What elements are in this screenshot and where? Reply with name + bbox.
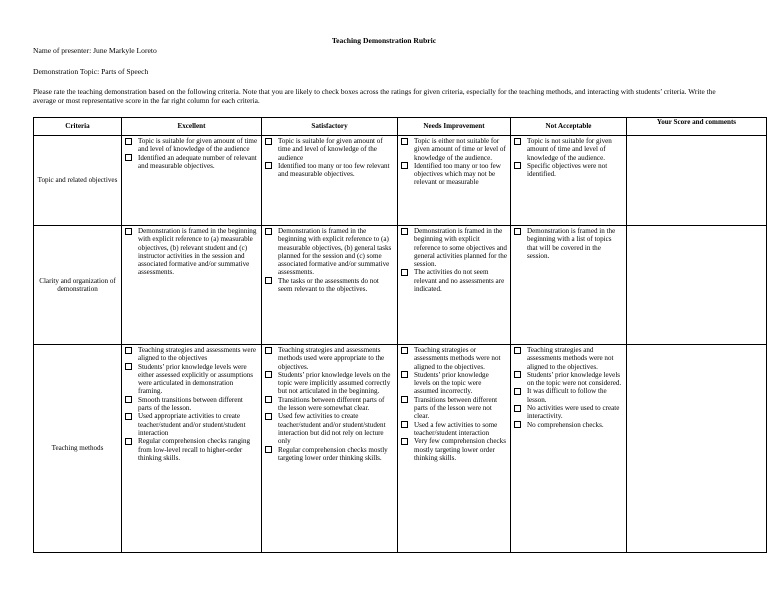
rubric-item <box>125 363 258 396</box>
checkbox[interactable] <box>125 363 132 370</box>
checkbox[interactable] <box>125 154 132 161</box>
header-criteria: Criteria <box>34 118 122 136</box>
rubric-row <box>34 226 767 345</box>
checkbox[interactable] <box>401 396 408 403</box>
checkbox[interactable] <box>265 396 272 403</box>
checkbox[interactable] <box>125 228 132 235</box>
checkbox[interactable] <box>265 446 272 453</box>
checkbox[interactable] <box>514 405 521 412</box>
rubric-item <box>401 162 507 187</box>
rubric-item-text: The tasks or the assessments do not seem relevant to the objectives. <box>278 276 379 294</box>
rubric-item <box>514 346 623 371</box>
checkbox[interactable] <box>401 421 408 428</box>
rubric-item-text: Topic is not suitable for given amount of time and level of knowledge of the audience. <box>527 137 612 162</box>
rubric-item-text: The activities do not seem relevant and no assessments are indicated. <box>414 268 505 294</box>
satisfactory-cell <box>262 136 398 226</box>
checkbox[interactable] <box>514 228 521 235</box>
header-needs-improvement: Needs Improvement <box>398 118 511 136</box>
checkbox[interactable] <box>125 438 132 445</box>
needs-improvement-cell <box>398 226 511 345</box>
rubric-item <box>514 421 623 429</box>
rubric-item-text: Teaching strategies or assessments methods were not aligned to the objectives. <box>414 346 501 371</box>
checkbox[interactable] <box>514 162 521 169</box>
rubric-item <box>401 437 507 462</box>
not-acceptable-cell <box>511 345 627 553</box>
rubric-item <box>514 371 623 388</box>
rubric-item-text: Students’ prior knowledge levels were either assessed explicitly or assumptions were articulated in demonstration framing. <box>138 362 254 396</box>
checkbox[interactable] <box>265 347 272 354</box>
rubric-item <box>125 227 258 277</box>
rubric-item <box>265 277 394 294</box>
checkbox[interactable] <box>401 438 408 445</box>
rubric-item <box>265 227 394 277</box>
needs-improvement-cell <box>398 345 511 553</box>
checkbox[interactable] <box>401 228 408 235</box>
checkbox[interactable] <box>514 138 521 145</box>
not-acceptable-cell <box>511 136 627 226</box>
rubric-item-text: Identified too many or too few relevant and measurable objectives. <box>278 161 390 179</box>
rubric-table <box>33 117 767 553</box>
rubric-item <box>125 137 258 154</box>
header-row <box>34 118 767 136</box>
checkbox[interactable] <box>265 277 272 284</box>
rubric-item-text: Transitions between different parts of the lesson were somewhat clear. <box>278 395 385 413</box>
checkbox[interactable] <box>265 162 272 169</box>
criteria-cell: Topic and related objectives <box>34 136 122 226</box>
needs-improvement-cell <box>398 136 511 226</box>
rubric-item <box>514 162 623 179</box>
rubric-item-text: Students’ prior knowledge levels on the topic were not considered. <box>527 370 622 388</box>
rubric-item-text: Used a few activities to some teacher/student interaction <box>414 420 498 437</box>
rubric-item <box>401 268 507 293</box>
rubric-item-text: Demonstration is framed in the beginning with a list of topics that will be covered in the session. <box>527 227 616 260</box>
rubric-item <box>265 162 394 179</box>
checkbox[interactable] <box>265 413 272 420</box>
rubric-item-text: Students’ prior knowledge levels on the topic were assumed incorrectly. <box>414 370 489 396</box>
rubric-item <box>401 371 507 396</box>
checkbox[interactable] <box>401 138 408 145</box>
rubric-item <box>401 421 507 438</box>
not-acceptable-cell <box>511 226 627 345</box>
rubric-item-text: Regular comprehension checks ranging from low-level recall to higher-order thinking skills. <box>138 437 251 462</box>
checkbox[interactable] <box>265 228 272 235</box>
rubric-item <box>125 437 258 462</box>
rubric-item-text: Demonstration is framed in the beginning with explicit reference to some objectives and general activities planned for the session. <box>414 227 507 269</box>
instructions: Please rate the teaching demonstration based on the following criteria. Note that you are likely to check boxes across the ratings for given criteria, especially for the teaching methods, and interacting with students’ criteria. Write the average or most representative score in the far right column for each criteria. <box>33 87 716 105</box>
rubric-item-text: Teaching strategies and assessments were aligned to the objectives <box>138 346 257 363</box>
rubric-item <box>265 137 394 162</box>
rubric-item <box>265 346 394 371</box>
rubric-item-text: Teaching strategies and assessments methods were not aligned to the objectives. <box>527 346 614 371</box>
rubric-item <box>514 227 623 260</box>
header-excellent: Excellent <box>122 118 262 136</box>
rubric-item <box>401 227 507 268</box>
rubric-item <box>401 137 507 162</box>
rubric-item <box>265 396 394 413</box>
checkbox[interactable] <box>514 421 521 428</box>
checkbox[interactable] <box>514 388 521 395</box>
rubric-item-text: Used appropriate activities to create teacher/student and/or student/student interaction <box>138 412 246 437</box>
rubric-item <box>514 137 623 162</box>
rubric-item <box>125 396 258 413</box>
checkbox[interactable] <box>514 371 521 378</box>
rubric-item <box>265 412 394 445</box>
excellent-cell <box>122 345 262 553</box>
rubric-item-text: Topic is suitable for given amount of time and level of knowledge of the audience <box>138 137 258 154</box>
rubric-item <box>125 154 258 171</box>
rubric-item-text: No comprehension checks. <box>527 420 604 429</box>
checkbox[interactable] <box>514 347 521 354</box>
rubric-item-text: Identified too many or too few objectives which may not be relevant or measurable <box>414 161 501 187</box>
rubric-item <box>514 387 623 404</box>
rubric-item-text: Transitions between different parts of the lesson were not clear. <box>414 395 498 421</box>
checkbox[interactable] <box>125 138 132 145</box>
rubric-item-text: Teaching strategies and assessments methods used were appropriate to the objectives. <box>278 346 385 371</box>
criteria-cell: Teaching methods <box>34 345 122 553</box>
header-score: Your Score and comments <box>627 118 767 136</box>
excellent-cell <box>122 136 262 226</box>
checkbox[interactable] <box>401 347 408 354</box>
rubric-row <box>34 136 767 226</box>
checkbox[interactable] <box>401 162 408 169</box>
rubric-item-text: Demonstration is framed in the beginning with explicit reference to (a) measurable objectives, (b) relevant student and (c) instructor activities in the session and associated formative and/or summative assessments. <box>138 227 257 277</box>
checkbox[interactable] <box>401 269 408 276</box>
topic-line: Demonstration Topic: Parts of Speech <box>33 67 149 76</box>
rubric-item <box>514 404 623 421</box>
rubric-item-text: Identified an adequate number of relevant and measurable objectives. <box>138 153 257 170</box>
rubric-row <box>34 345 767 553</box>
presenter-line: Name of presenter: June Markyle Loreto <box>33 46 157 55</box>
checkbox[interactable] <box>401 371 408 378</box>
satisfactory-cell <box>262 226 398 345</box>
rubric-item <box>265 446 394 463</box>
header-not-acceptable: Not Acceptable <box>511 118 627 136</box>
rubric-item-text: It was difficult to follow the lesson. <box>527 387 607 404</box>
rubric-item-text: Very few comprehension checks mostly targeting lower order thinking skills. <box>414 437 506 462</box>
checkbox[interactable] <box>125 347 132 354</box>
header-satisfactory: Satisfactory <box>262 118 398 136</box>
score-cell[interactable] <box>627 345 767 553</box>
rubric-item-text: Topic is either not suitable for given amount of time or level of knowledge of the audience. <box>414 137 506 162</box>
rubric-item-text: Demonstration is framed in the beginning with explicit reference to (a) measurable objectives, (b) general tasks planned for the session and (c) some associated formative and/or summative assessments. <box>278 227 392 277</box>
checkbox[interactable] <box>125 396 132 403</box>
rubric-item <box>125 412 258 437</box>
rubric-item-text: Students’ prior knowledge levels on the topic were implicitly assumed correctly but not articulated in the beginning. <box>278 370 391 396</box>
rubric-item <box>401 346 507 371</box>
satisfactory-cell <box>262 345 398 553</box>
checkbox[interactable] <box>265 138 272 145</box>
rubric-item-text: Regular comprehension checks mostly targeting lower order thinking skills. <box>278 445 388 462</box>
rubric-item <box>265 371 394 396</box>
excellent-cell <box>122 226 262 345</box>
rubric-item-text: Smooth transitions between different parts of the lesson. <box>138 395 243 413</box>
rubric-item <box>401 396 507 421</box>
checkbox[interactable] <box>125 413 132 420</box>
score-cell[interactable] <box>627 226 767 345</box>
score-cell[interactable] <box>627 136 767 226</box>
criteria-cell: Clarity and organization of demonstration <box>34 226 122 345</box>
rubric-item-text: Used few activities to create teacher/student and/or student/student interaction but did not rely on lecture only <box>278 412 386 446</box>
checkbox[interactable] <box>265 371 272 378</box>
rubric-item-text: No activities were used to create interactivity. <box>527 404 620 421</box>
document-title: Teaching Demonstration Rubric <box>331 36 437 45</box>
rubric-item <box>125 346 258 363</box>
rubric-item-text: Topic is suitable for given amount of time and level of knowledge of the audience <box>278 137 383 162</box>
rubric-item-text: Specific objectives were not identified. <box>527 161 608 179</box>
